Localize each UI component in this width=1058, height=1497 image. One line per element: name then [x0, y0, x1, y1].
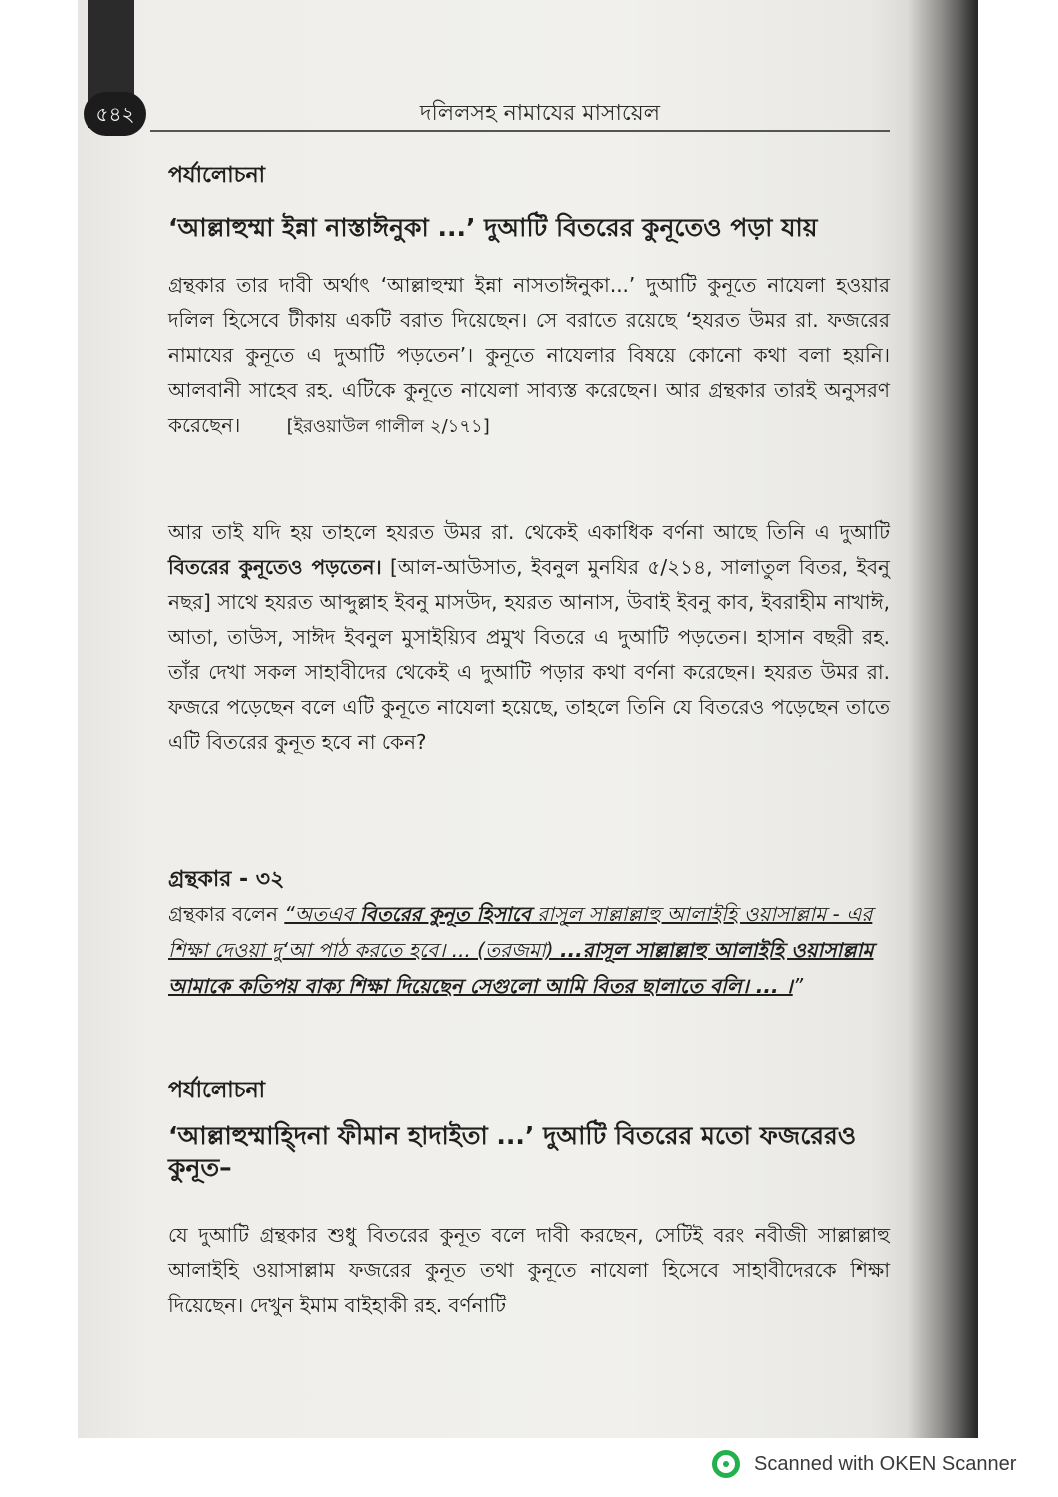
section1-label: পর্যালোচনা: [168, 163, 265, 188]
section1-heading: ‘আল্লাহুম্মা ইন্না নাস্তাঈনুকা ...’ দুআটি বিতরের কুনূতেও পড়া যায়: [168, 213, 818, 242]
paragraph1-reference: [ইরওয়াউল গালীল ২/১৭১]: [286, 416, 490, 437]
spine-shadow: [908, 0, 978, 1438]
quote-close: ”: [792, 974, 804, 998]
author-quote: [168, 896, 890, 1004]
paragraph2-text-a: আর তাই যদি হয় তাহলে হযরত উমর রা. থেকেই একাধিক বর্ণনা আছে তিনি এ দুআটি: [168, 520, 890, 544]
oken-logo-icon: [712, 1450, 740, 1478]
quote-part-a: “অতএব: [284, 902, 360, 926]
paragraph2-text-b: [আল-আউসাত, ইবনুল মুনযির ৫/২১৪, সালাতুল বিতর, ইবনু নছর] সাথে হযরত আব্দুল্লাহ ইবনু মাসউদ, হযরত আনাস, উবাই ইবনু কাব, ইবরাহীম নাখাঈ, আতা, তাউস, সাঈদ ইবনুল মুসাইয়্যিব প্রমুখ বিতরে এ দুআটি পড়তেন। হাসান বছরী রহ. তাঁর দেখা সকল সাহাবীদের থেকেই এ দুআটি পড়ার কথা বর্ণনা করেছেন। হযরত উমর রা. ফজরে পড়েছেন বলে এটি কুনূতে নাযেলা হয়েছে, তাহলে তিনি যে বিতরেও পড়েছেন তাতে এটি বিতরের কুনূত হবে না কেন?: [168, 555, 890, 754]
section3-heading: ‘আল্লাহুম্মাহ্দিনা ফীমান হাদাইতা ...’ দুআটি বিতরের মতো ফজরেরও কুনূত–: [168, 1121, 857, 1182]
section2-label: গ্রন্থকার - ৩২: [168, 867, 285, 892]
scanner-footer: [712, 1446, 1016, 1482]
running-title: দলিলসহ নামাযের মাসায়েল: [419, 101, 661, 126]
quote-part-b: রাসূল সাল্লাল্লাহু আলাইহি ওয়াসাল্লাম - এর শিক্ষা দেওয়া দু‘আ পাঠ করতে হবে। ... (তরজমা): [168, 902, 873, 962]
header-rule: [150, 130, 890, 132]
quote-bold-1: বিতরের কুনূত হিসাবে: [359, 902, 531, 926]
quote-intro: গ্রন্থকার বলেন: [168, 902, 285, 926]
section1-paragraph1: [168, 268, 890, 444]
paragraph2-bold: বিতরের কুনূতেও পড়তেন।: [168, 555, 382, 579]
scanner-label: Scanned with OKEN Scanner: [754, 1452, 1017, 1475]
section1-paragraph2: [168, 515, 890, 760]
quote-bold-2: ...রাসূল সাল্লাল্লাহু আলাইহি ওয়াসাল্লাম আমাকে কতিপয় বাক্য শিক্ষা দিয়েছেন সেগুলো আমি বিতর ছালাতে বলি। ... ।: [168, 938, 874, 998]
page-number: ৫৪২: [84, 92, 146, 136]
paragraph1-text: গ্রন্থকার তার দাবী অর্থাৎ ‘আল্লাহুম্মা ইন্না নাসতাঈনুকা...’ দুআটি কুনূতে নাযেলা হওয়ার দলিল হিসেবে টীকায় একটি বরাত দিয়েছেন। সে বরাতে রয়েছে ‘হযরত উমর রা. ফজরের নামাযের কুনূতে এ দুআটি পড়তেন’। কুনূতে নাযেলার বিষয়ে কোনো কথা বলা হয়নি। আলবানী সাহেব রহ. এটিকে কুনূতে নাযেলা সাব্যস্ত করেছেন। আর গ্রন্থকার তারই অনুসরণ করেছেন।: [168, 273, 890, 437]
section3-paragraph: যে দুআটি গ্রন্থকার শুধু বিতরের কুনূত বলে দাবী করছেন, সেটিই বরং নবীজী সাল্লাল্লাহু আলাইহি ওয়াসাল্লাম ফজরের কুনূত তথা কুনূতে নাযেলা হিসেবে সাহাবীদেরকে শিক্ষা দিয়েছেন। দেখুন ইমাম বাইহাকী রহ. বর্ণনাটি: [168, 1223, 890, 1317]
section3-label: পর্যালোচনা: [168, 1078, 265, 1103]
